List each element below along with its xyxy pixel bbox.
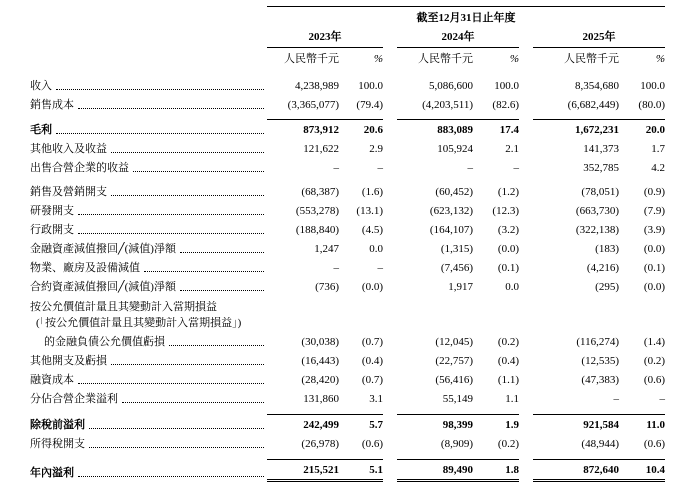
amount-value: (4,216) <box>586 262 619 274</box>
row-administrative-expenses <box>30 220 700 239</box>
amount-value: 105,924 <box>437 143 473 155</box>
amount-value: 873,912 <box>267 119 339 139</box>
percent-value: 5.7 <box>339 414 383 434</box>
percent-value: (0.2) <box>643 355 665 367</box>
percent-value: (0.4) <box>497 355 519 367</box>
row-label-cell <box>30 437 267 453</box>
unit-label-2025: 人民幣千元 <box>564 53 619 65</box>
percent-label-2025: % <box>655 53 665 65</box>
row-label-cell <box>30 418 267 434</box>
amount-value: (78,051) <box>581 186 619 198</box>
amount-value: 131,860 <box>303 393 339 405</box>
dot-leader <box>111 152 264 153</box>
row-label-cell <box>30 301 665 316</box>
percent-value: (0.2) <box>497 336 519 348</box>
dot-leader <box>144 271 264 272</box>
dot-leader <box>89 447 264 448</box>
row-financial-assets-impairment-net <box>30 239 700 258</box>
amount-value: (7,456) <box>440 262 473 274</box>
row-label: 研發開支 <box>30 205 74 217</box>
amount-value: 98,399 <box>397 414 473 434</box>
amount-value: (736) <box>315 281 339 293</box>
dot-leader <box>169 345 264 346</box>
amount-value: 1,672,231 <box>533 119 619 139</box>
percent-value: (0.1) <box>643 262 665 274</box>
period-header: 截至12月31日止年度 <box>267 6 665 25</box>
row-label: 物業、廠房及設備減值 <box>30 262 140 274</box>
dot-leader <box>180 252 264 253</box>
amount-value: (16,443) <box>301 355 339 367</box>
percent-value: (0.6) <box>361 438 383 450</box>
percent-value: 0.0 <box>505 281 519 293</box>
percent-value: – <box>377 162 383 174</box>
amount-value: (30,038) <box>301 336 339 348</box>
percent-value: (0.7) <box>361 336 383 348</box>
percent-value: (1.6) <box>361 186 383 198</box>
dot-leader <box>111 364 264 365</box>
row-label: 出售合營企業的收益 <box>30 162 129 174</box>
row-label-cell <box>30 261 267 277</box>
row-label-cell <box>30 317 665 332</box>
amount-value: (47,383) <box>581 374 619 386</box>
percent-value: (0.7) <box>361 374 383 386</box>
row-label: 年內溢利 <box>30 467 74 479</box>
row-gross-profit <box>30 119 700 139</box>
row-selling-and-marketing-expenses <box>30 182 700 201</box>
row-label: 其他開支及虧損 <box>30 355 107 367</box>
amount-value: (12,045) <box>435 336 473 348</box>
amount-value: (56,416) <box>435 374 473 386</box>
row-profit-before-tax <box>30 414 700 434</box>
row-fvtpl-caption-line-2 <box>30 316 700 332</box>
row-label: 銷售及營銷開支 <box>30 186 107 198</box>
percent-value: (3.9) <box>643 224 665 236</box>
row-rd-expenses <box>30 201 700 220</box>
row-label: 金融資產減值撥回╱(減值)淨額 <box>30 243 176 255</box>
amount-value: (164,107) <box>429 224 473 236</box>
row-label: 毛利 <box>30 124 52 136</box>
dot-leader <box>78 383 264 384</box>
percent-value: 3.1 <box>369 393 383 405</box>
percent-value: 4.2 <box>651 162 665 174</box>
percent-value: 1.8 <box>473 459 519 482</box>
amount-value: (663,730) <box>575 205 619 217</box>
percent-value: (0.9) <box>643 186 665 198</box>
row-finance-costs <box>30 370 700 389</box>
amount-value: 4,238,989 <box>295 80 339 92</box>
amount-value: 921,584 <box>533 414 619 434</box>
percent-label-2023: % <box>373 53 383 65</box>
amount-value: (183) <box>595 243 619 255</box>
row-label: 的金融負債公允價值虧損 <box>44 336 165 348</box>
amount-value: (60,452) <box>435 186 473 198</box>
percent-value: (0.0) <box>643 281 665 293</box>
percent-value: 100.0 <box>640 80 665 92</box>
amount-value: – <box>613 393 619 405</box>
dot-leader <box>78 476 264 477</box>
row-label-cell <box>30 185 267 201</box>
percent-value: (12.3) <box>492 205 519 217</box>
amount-value: 141,373 <box>583 143 619 155</box>
row-label-cell <box>30 373 267 389</box>
row-label-cell <box>30 142 267 158</box>
amount-value: 89,490 <box>397 459 473 482</box>
amount-value: (553,278) <box>295 205 339 217</box>
percent-value: 2.9 <box>369 143 383 155</box>
amount-value: 121,622 <box>303 143 339 155</box>
dot-leader <box>78 108 264 109</box>
amount-value: (1,315) <box>440 243 473 255</box>
row-label-cell <box>30 123 267 139</box>
year-header-2024: 2024年 <box>397 28 519 48</box>
amount-value: (4,203,511) <box>422 99 473 111</box>
amount-value: (12,535) <box>581 355 619 367</box>
row-label-cell <box>30 335 267 351</box>
percent-value: – <box>659 393 665 405</box>
amount-value: (6,682,449) <box>567 99 619 111</box>
row-label-cell <box>30 98 267 114</box>
row-gain-on-disposal-of-joint-ventures <box>30 158 700 177</box>
percent-value: 5.1 <box>339 459 383 482</box>
unit-label-2023: 人民幣千元 <box>284 53 339 65</box>
percent-value: 1.1 <box>505 393 519 405</box>
amount-value: 242,499 <box>267 414 339 434</box>
percent-value: (0.0) <box>643 243 665 255</box>
percent-value: (0.0) <box>497 243 519 255</box>
amount-value: (26,978) <box>301 438 339 450</box>
amount-value: (3,365,077) <box>287 99 339 111</box>
percent-value: (7.9) <box>643 205 665 217</box>
amount-value: (322,138) <box>575 224 619 236</box>
amount-value: (623,132) <box>429 205 473 217</box>
percent-value: 20.6 <box>339 119 383 139</box>
percent-value: (0.2) <box>497 438 519 450</box>
percent-value: (0.6) <box>643 438 665 450</box>
units-header-row <box>30 53 700 66</box>
amount-value: 55,149 <box>442 393 473 405</box>
percent-value: (82.6) <box>492 99 519 111</box>
percent-value: (1.1) <box>497 374 519 386</box>
row-other-expenses-and-losses <box>30 351 700 370</box>
percent-value: – <box>513 162 519 174</box>
row-label-cell <box>30 280 267 296</box>
period-header-row <box>30 6 700 25</box>
percent-value: 1.7 <box>651 143 665 155</box>
percent-value: 11.0 <box>619 414 665 434</box>
row-label: 融資成本 <box>30 374 74 386</box>
row-label-cell <box>30 79 267 95</box>
amount-value: (48,944) <box>581 438 619 450</box>
amount-value: 872,640 <box>533 459 619 482</box>
percent-value: (0.0) <box>361 281 383 293</box>
percent-value: (4.5) <box>361 224 383 236</box>
percent-value: (0.1) <box>497 262 519 274</box>
year-header-2023: 2023年 <box>267 28 383 48</box>
percent-value: (3.2) <box>497 224 519 236</box>
year-header-2025: 2025年 <box>533 28 665 48</box>
row-label: 按公允價值計量且其變動計入當期損益 <box>30 301 217 313</box>
amount-value: 215,521 <box>267 459 339 482</box>
row-label-cell <box>30 161 267 177</box>
dot-leader <box>89 428 264 429</box>
amount-value: (295) <box>595 281 619 293</box>
amount-value: 1,247 <box>314 243 339 255</box>
amount-value: – <box>467 162 473 174</box>
row-cost-of-sales <box>30 95 700 114</box>
percent-value: (1.4) <box>643 336 665 348</box>
row-label-cell <box>30 242 267 258</box>
percent-value: (79.4) <box>356 99 383 111</box>
table-body <box>30 76 700 482</box>
dot-leader <box>56 89 264 90</box>
row-label-cell <box>30 223 267 239</box>
row-label: 分佔合營企業溢利 <box>30 393 118 405</box>
percent-value: 100.0 <box>358 80 383 92</box>
row-label: 合約資產減值撥回╱(減值)淨額 <box>30 281 176 293</box>
percent-value: 10.4 <box>619 459 665 482</box>
dot-leader <box>111 195 264 196</box>
amount-value: (116,274) <box>576 336 619 348</box>
row-ppe-impairment <box>30 258 700 277</box>
percent-value: (13.1) <box>356 205 383 217</box>
row-label: 收入 <box>30 80 52 92</box>
percent-value: 20.0 <box>619 119 665 139</box>
row-profit-for-the-year <box>30 459 700 482</box>
amount-value: (188,840) <box>295 224 339 236</box>
row-label: 其他收入及收益 <box>30 143 107 155</box>
amount-value: – <box>333 262 339 274</box>
row-share-of-profits-of-joint-ventures <box>30 389 700 408</box>
percent-value: (1.2) <box>497 186 519 198</box>
percent-value: 17.4 <box>473 119 519 139</box>
dot-leader <box>78 214 264 215</box>
amount-value: – <box>333 162 339 174</box>
row-label: 除稅前溢利 <box>30 419 85 431</box>
row-revenue <box>30 76 700 95</box>
amount-value: 883,089 <box>397 119 473 139</box>
unit-label-2024: 人民幣千元 <box>418 53 473 65</box>
row-other-income-and-gains <box>30 139 700 158</box>
row-label-cell <box>30 204 267 220</box>
percent-value: 0.0 <box>369 243 383 255</box>
row-label-cell <box>30 466 267 482</box>
row-label: 行政開支 <box>30 224 74 236</box>
percent-value: 2.1 <box>505 143 519 155</box>
amount-value: 352,785 <box>583 162 619 174</box>
row-fvtpl-caption-line-1 <box>30 300 700 316</box>
percent-value: 100.0 <box>494 80 519 92</box>
row-label: 銷售成本 <box>30 99 74 111</box>
dot-leader <box>180 290 264 291</box>
row-income-tax-expense <box>30 434 700 453</box>
dot-leader <box>122 402 264 403</box>
amount-value: 5,086,600 <box>429 80 473 92</box>
amount-value: (8,909) <box>440 438 473 450</box>
row-label-cell <box>30 392 267 408</box>
amount-value: 1,917 <box>448 281 473 293</box>
amount-value: (22,757) <box>435 355 473 367</box>
dot-leader <box>56 133 264 134</box>
row-label-cell <box>30 354 267 370</box>
percent-value: – <box>377 262 383 274</box>
percent-value: (0.6) <box>643 374 665 386</box>
dot-leader <box>78 233 264 234</box>
years-header-row <box>30 28 700 48</box>
percent-value: (0.4) <box>361 355 383 367</box>
row-label: (「按公允價值計量且其變動計入當期損益」) <box>36 317 242 329</box>
percent-label-2024: % <box>509 53 519 65</box>
row-label: 所得稅開支 <box>30 438 85 450</box>
amount-value: (28,420) <box>301 374 339 386</box>
dot-leader <box>133 171 264 172</box>
percent-value: 1.9 <box>473 414 519 434</box>
amount-value: (68,387) <box>301 186 339 198</box>
percent-value: (80.0) <box>638 99 665 111</box>
row-contract-assets-impairment-net <box>30 277 700 296</box>
row-fvtpl-fair-value-loss <box>30 332 700 351</box>
amount-value: 8,354,680 <box>575 80 619 92</box>
